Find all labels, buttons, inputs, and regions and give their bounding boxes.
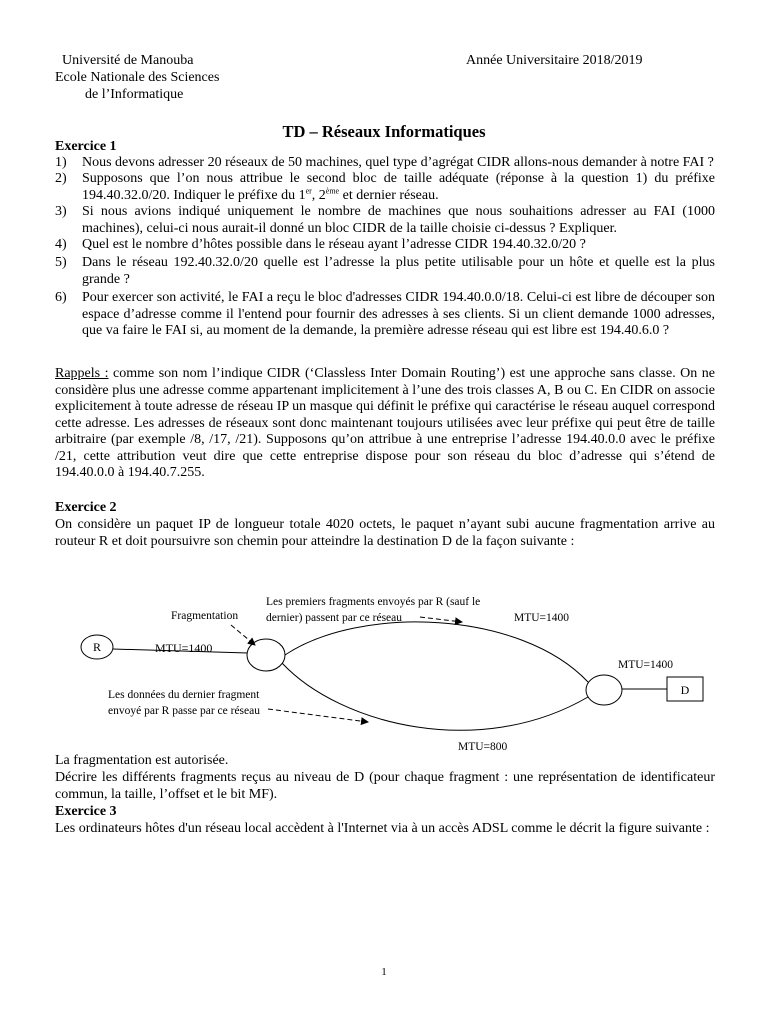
item-number: 6) <box>55 290 67 306</box>
router2-node <box>586 675 622 705</box>
bottom-note-line2: envoyé par R passe par ce réseau <box>108 705 260 717</box>
exercise2-question: Décrire les différents fragments reçus au niveau de D (pour chaque fragment : une représentation de identificateur commun, la taille, l’offset et le bit MF). <box>55 770 715 802</box>
item-text: Quel est le nombre d’hôtes possible dans le réseau ayant l’adresse CIDR 194.40.32.0/20 ? <box>82 237 586 253</box>
upper-network-path <box>285 622 588 682</box>
fragmentation-allowed-text: La fragmentation est autorisée. <box>55 753 229 768</box>
item-number: 3) <box>55 204 67 220</box>
item-number: 2) <box>55 171 67 187</box>
page-title: TD – Réseaux Informatiques <box>282 122 486 141</box>
top-note-arrow <box>420 617 462 622</box>
item-text-mid: , 2 <box>311 187 326 203</box>
destination-d-label: D <box>680 683 690 697</box>
exercise2-heading: Exercice 2 <box>55 500 117 515</box>
bottom-note-line1: Les données du dernier fragment <box>108 689 260 701</box>
mtu-label-r: MTU=1400 <box>155 641 213 655</box>
exercise1-heading: Exercice 1 <box>55 139 117 154</box>
school-name-line1: Ecole Nationale des Sciences <box>55 70 220 85</box>
item-text: Dans le réseau 192.40.32.0/20 quelle est l’adresse la plus petite utilisable pour un hôte et quelle est la plus grande ? <box>82 255 715 287</box>
router1-node <box>247 639 285 671</box>
exercise1-questions <box>55 155 715 339</box>
list-item <box>55 171 715 204</box>
lower-network-path <box>282 663 588 730</box>
academic-year: Année Universitaire 2018/2019 <box>466 53 643 68</box>
exercise3-heading: Exercice 3 <box>55 804 117 819</box>
router-r-label: R <box>92 640 102 654</box>
rappels-paragraph <box>55 366 715 482</box>
page-number: 1 <box>381 966 387 978</box>
item-text: Si nous avions indiqué uniquement le nombre de machines que nous souhaitions adresser au FAI (1000 machines), celui-ci nous aurait-il donné un bloc CIDR de la taille choisie ci-dessus ? Expliquer. <box>82 204 715 236</box>
mtu-label-d: MTU=1400 <box>618 659 674 671</box>
exercise2-intro: On considère un paquet IP de longueur totale 4020 octets, le paquet n’ayant subi aucune fragmentation arrive au routeur R et doit poursuivre son chemin pour atteindre la destination D de la façon suivante : <box>55 517 715 549</box>
school-name-line2: de l’Informatique <box>85 87 184 102</box>
exercise3-intro: Les ordinateurs hôtes d'un réseau local accèdent à l'Internet via à un accès ADSL comme le décrit la figure suivante : <box>55 821 710 836</box>
mtu-label-top: MTU=1400 <box>514 612 570 624</box>
list-item <box>55 290 715 339</box>
list-item <box>55 204 715 237</box>
superscript-first: er <box>305 186 312 196</box>
university-name: Université de Manouba <box>62 53 194 68</box>
rappels-label: Rappels : <box>55 366 109 381</box>
item-text-end: et dernier réseau. <box>339 187 439 203</box>
mtu-label-bottom: MTU=800 <box>458 741 508 753</box>
item-text: Pour exercer son activité, le FAI a reçu le bloc d'adresses CIDR 194.40.0.0/18. Celui-ci est libre de découper son espace d’adresse comme il l'entend pour fournir des adresses à ses clients. Si un client demande 1000 adresses, que va faire le FAI si, au moment de la demande, la première adresse réseau qui est libre est 194.40.6.0 ? <box>82 290 715 339</box>
list-item <box>55 237 715 253</box>
item-number: 4) <box>55 237 67 253</box>
bottom-note-arrow <box>268 709 368 722</box>
item-number: 1) <box>55 155 67 170</box>
list-item <box>55 155 715 171</box>
rappels-text: comme son nom l’indique CIDR (‘Classless Inter Domain Routing’) est une approche sans classe. On ne considère plus une adresse comme appartenant implicitement à l’une des trois classes A, B ou C. En CIDR on associe explicitement à toute adresse de réseau IP un masque qui définit le préfixe qui caractérise le réseau auquel correspond cette adresse. Les adresses de réseaux sont donc maintenant toujours utilisées avec leur préfixe qui peut être de taille arbitraire (par exemple /8, /17, /21). Supposons qu’on attribue à une entreprise l’adresse 194.40.0.0 avec le préfixe /21, cette attribution veut dire que cette entreprise dispose pour son réseau du bloc d’adresse qui s’étend de 194.40.0.0 à 194.40.7.255. <box>55 366 716 480</box>
fragmentation-arrow <box>231 625 255 645</box>
item-text: Supposons que l’on nous attribue le second bloc de taille adéquate (réponse à la question 1) du préfixe 194.40.32.0/20. Indiquer le préfixe du 1 <box>82 171 715 203</box>
top-note-line1: Les premiers fragments envoyés par R (sauf le <box>266 596 481 608</box>
fragmentation-label: Fragmentation <box>171 610 239 622</box>
item-text: Nous devons adresser 20 réseaux de 50 machines, quel type d’agrégat CIDR allons-nous demander à notre FAI ? <box>82 155 714 170</box>
list-item <box>55 255 715 288</box>
item-number: 5) <box>55 255 67 271</box>
superscript-second: ème <box>325 186 340 196</box>
top-note-line2: dernier) passent par ce réseau <box>266 612 403 624</box>
fragmentation-diagram <box>0 585 768 760</box>
